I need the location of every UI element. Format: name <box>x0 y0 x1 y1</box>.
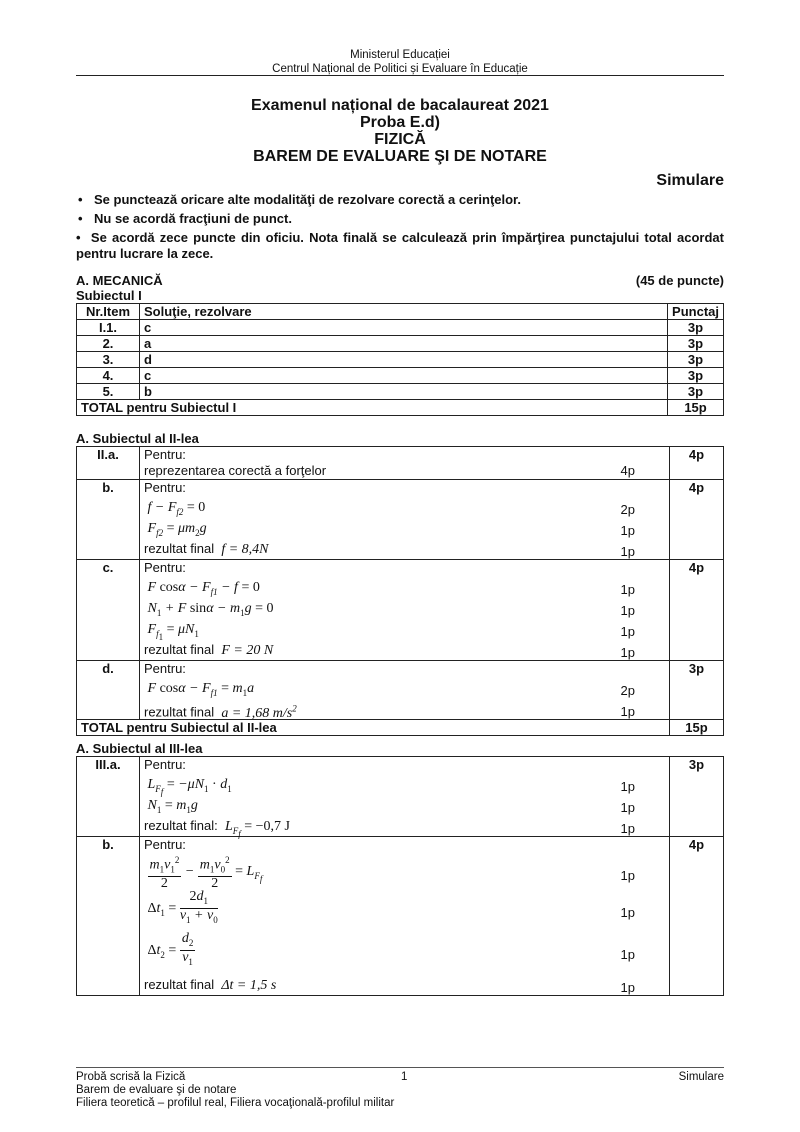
item-answer: d <box>140 352 668 368</box>
item-answer: c <box>140 368 668 384</box>
table-row <box>77 384 724 400</box>
table-row <box>77 560 724 661</box>
pentru-line <box>144 560 665 576</box>
line-points: 1p <box>620 603 635 618</box>
formula-line <box>144 517 665 538</box>
header-solution: Soluţie, rezolvare <box>140 304 668 320</box>
item-points: 4p <box>670 837 724 996</box>
pentru-line <box>144 480 665 496</box>
bullet-icon: • <box>76 230 81 245</box>
line-points: 1p <box>620 582 635 597</box>
formula: $N_1 = m_1g$ <box>144 798 198 815</box>
instruction-text: Se acordă zece puncte din oficiu. Nota finală se calculează prin împărţirea punctajului total acordat pentru lucrare la zece. <box>76 230 724 261</box>
exam-title: Examenul național de bacalaureat 2021 <box>251 97 549 114</box>
item-points: 3p <box>668 368 724 384</box>
line-points: 1p <box>620 544 635 559</box>
total-points: 15p <box>668 400 724 416</box>
exam-proba: Proba E.d) <box>359 114 440 131</box>
instructions-list <box>76 192 724 265</box>
result-line <box>144 815 665 839</box>
result-line <box>144 639 665 660</box>
pentru-line <box>144 447 665 463</box>
table-row <box>77 837 724 996</box>
table-row <box>77 336 724 352</box>
item-points: 3p <box>670 757 724 837</box>
instruction-text: Nu se acordă fracţiuni de punct. <box>94 211 292 226</box>
table-row <box>77 757 724 837</box>
footer-exam: Probă scrisă la Fizică <box>76 1071 186 1083</box>
item-points: 3p <box>668 384 724 400</box>
item-points: 3p <box>668 336 724 352</box>
result-value-text: a = 1,68 m/s <box>221 705 293 721</box>
result-value-text: = −0,7 J <box>244 819 290 834</box>
formula-line <box>144 576 665 597</box>
pentru-label: Pentru: <box>144 661 186 676</box>
total-points: 15p <box>670 720 724 736</box>
line-points: 1p <box>620 704 635 719</box>
footer-divider <box>76 1067 724 1068</box>
item-number: 4. <box>77 368 140 384</box>
page-footer <box>76 1071 724 1110</box>
center-name: Centrul Național de Politici și Evaluare în Educație <box>272 63 528 75</box>
item-number: c. <box>77 560 140 661</box>
line-points: 1p <box>620 905 635 920</box>
item-points: 4p <box>670 480 724 560</box>
line-points: 2p <box>620 502 635 517</box>
item-points: 3p <box>670 661 724 720</box>
result-label: rezultat final <box>144 977 215 992</box>
formula: $F_{f2} = \mu m_2g$ <box>144 521 207 538</box>
result-label: rezultat final <box>144 541 215 556</box>
solution-text: reprezentarea corectă a forţelor <box>144 463 327 478</box>
result-label: rezultat final <box>144 704 215 720</box>
instruction-item <box>76 230 724 262</box>
formula-line <box>144 597 665 618</box>
pentru-line <box>144 661 665 677</box>
formula: $f - F_{f2} = 0$ <box>144 500 206 517</box>
formula: $\Delta t_1$ = $\frac{2d_1}{v_1 + v_0}$ <box>147 889 218 925</box>
line-points: 2p <box>620 683 635 698</box>
item-number: 2. <box>77 336 140 352</box>
item-solution <box>140 480 670 560</box>
result-label: rezultat final: <box>144 818 218 833</box>
formula-line <box>144 773 665 797</box>
item-number: III.a. <box>77 757 140 837</box>
solution-line <box>144 463 665 479</box>
result-exponent: 2 <box>292 703 297 713</box>
subject3-title: A. Subiectul al III-lea <box>76 741 203 756</box>
section-title: A. MECANICĂ <box>76 273 163 288</box>
formula-line <box>144 932 665 974</box>
formula-line <box>144 618 665 642</box>
formula: $\Delta t_2$ = $\frac{d_2}{v_1}$ <box>147 931 194 967</box>
line-points: 1p <box>620 980 635 995</box>
table-row <box>77 368 724 384</box>
header-item: Nr.Item <box>77 304 140 320</box>
page-number: 1 <box>401 1071 408 1083</box>
formula: $L_{F_f} = -\mu N_1 \cdot d_1$ <box>144 777 232 797</box>
pentru-line <box>144 757 665 773</box>
total-row <box>77 400 724 416</box>
item-number: b. <box>77 837 140 996</box>
line-points: 1p <box>620 821 635 836</box>
formula: $N_1 + F$ $\sin\alpha - m_1g = 0$ <box>144 601 274 618</box>
item-number: d. <box>77 661 140 720</box>
table-row <box>77 447 724 480</box>
table-row <box>77 352 724 368</box>
item-points: 4p <box>670 447 724 480</box>
total-label: TOTAL pentru Subiectul I <box>77 400 668 416</box>
pentru-label: Pentru: <box>144 560 186 575</box>
subject2-title: A. Subiectul al II-lea <box>76 431 199 446</box>
formula-line <box>144 853 665 890</box>
result-line <box>144 698 665 719</box>
formula-line <box>144 677 665 698</box>
item-answer: a <box>140 336 668 352</box>
item-number: 3. <box>77 352 140 368</box>
result-line <box>144 538 665 559</box>
pentru-label: Pentru: <box>144 480 186 495</box>
result-value <box>221 703 297 721</box>
formula: F $\cos\alpha - F_{f1} = m_1a$ <box>144 681 255 698</box>
instruction-item <box>76 192 724 208</box>
item-points: 4p <box>670 560 724 661</box>
formula-line <box>144 496 665 517</box>
formula-line <box>144 794 665 815</box>
item-solution <box>140 560 670 661</box>
table-row <box>77 661 724 720</box>
result-label: rezultat final <box>144 642 215 657</box>
item-number: II.a. <box>77 447 140 480</box>
formula: $F_{f_1} = \mu N_1$ <box>144 622 199 642</box>
item-solution <box>140 837 670 996</box>
table-row <box>77 320 724 336</box>
pentru-label: Pentru: <box>144 837 186 852</box>
result-value: f = 8,4N <box>221 542 269 557</box>
subject2-table <box>76 446 724 736</box>
result-value: F = 20 N <box>221 643 274 658</box>
item-number: b. <box>77 480 140 560</box>
line-points: 4p <box>620 463 635 478</box>
ministry-name: Ministerul Educației <box>350 49 450 61</box>
bullet-icon: • <box>78 192 83 207</box>
item-points: 3p <box>668 352 724 368</box>
formula: $\frac{m_1v_1^2}{2}$ − $\frac{m_1v_0^2}{2}$ = $L_{F_f}$ <box>149 855 263 892</box>
exam-document-type: BAREM DE EVALUARE ŞI DE NOTARE <box>253 148 547 165</box>
item-points: 3p <box>668 320 724 336</box>
line-points: 1p <box>620 779 635 794</box>
footer-track: Filiera teoretică – profilul real, Filiera vocaţională-profilul militar <box>76 1097 395 1109</box>
pentru-label: Pentru: <box>144 757 186 772</box>
subject1-title: Subiectul I <box>76 288 142 303</box>
footer-document: Barem de evaluare şi de notare <box>76 1084 237 1096</box>
footer-variant: Simulare <box>678 1071 724 1083</box>
section-points: (45 de puncte) <box>635 273 724 288</box>
line-points: 1p <box>620 624 635 639</box>
formula-line <box>144 890 665 932</box>
item-answer: b <box>140 384 668 400</box>
item-solution <box>140 447 670 480</box>
header-points: Punctaj <box>668 304 724 320</box>
item-solution <box>140 757 670 837</box>
item-number: I.1. <box>77 320 140 336</box>
header-divider <box>76 75 724 76</box>
result-value: $L_{F_f} = -0,7$ J <box>224 819 290 839</box>
item-number: 5. <box>77 384 140 400</box>
result-line <box>144 974 665 995</box>
line-points: 1p <box>620 947 635 962</box>
pentru-label: Pentru: <box>144 447 186 462</box>
result-value: Δt = 1,5 s <box>221 978 277 993</box>
subject1-table <box>76 303 724 416</box>
table-row <box>77 480 724 560</box>
line-points: 1p <box>620 645 635 660</box>
instruction-item <box>76 211 724 227</box>
exam-subject: FIZICĂ <box>374 131 426 148</box>
bullet-icon: • <box>78 211 83 226</box>
line-points: 1p <box>620 800 635 815</box>
line-points: 1p <box>620 523 635 538</box>
section-heading <box>76 273 724 288</box>
total-label: TOTAL pentru Subiectul al II-lea <box>77 720 670 736</box>
formula: F $\cos\alpha - F_{f1} - f = 0$ <box>144 580 260 597</box>
subject3-table <box>76 756 724 996</box>
instruction-text: Se punctează oricare alte modalităţi de rezolvare corectă a cerinţelor. <box>94 192 522 207</box>
item-solution <box>140 661 670 720</box>
table-header-row <box>77 304 724 320</box>
item-answer: c <box>140 320 668 336</box>
variant-label: Simulare <box>656 172 724 189</box>
pentru-line <box>144 837 665 853</box>
line-points: 1p <box>620 868 635 883</box>
